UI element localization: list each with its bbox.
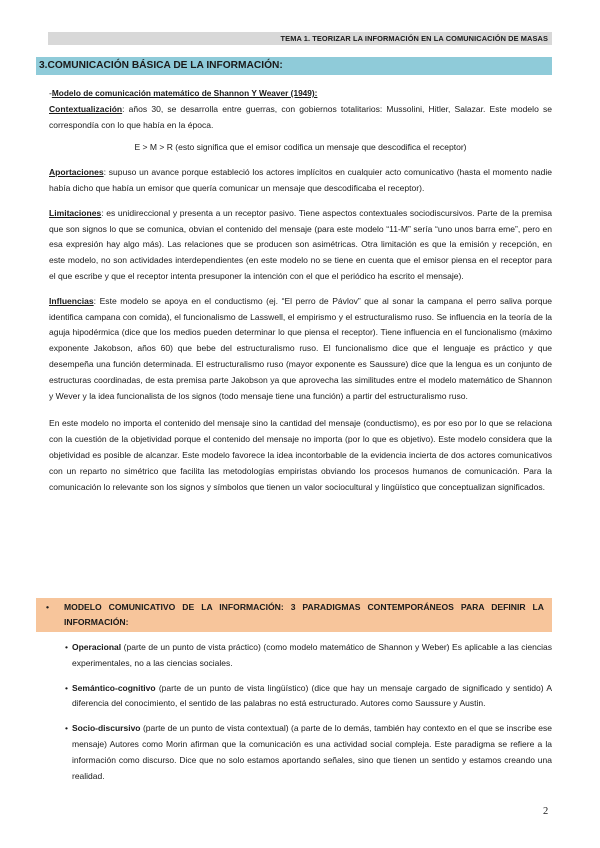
- paradigms-heading-bullet: •: [46, 602, 50, 612]
- shannon-model-section: [49, 86, 552, 495]
- model-title-prefix: -: [49, 88, 52, 98]
- formula-line: E > M > R (esto significa que el emisor codifica un mensaje que descodifica el receptor): [134, 142, 467, 153]
- paradigm-name: Socio-discursivo: [72, 723, 141, 734]
- paradigms-heading-box: [36, 598, 552, 632]
- paradigm-item-socio-discursivo: [66, 721, 552, 784]
- context-label: Contextualización: [49, 103, 123, 114]
- paradigms-list: [66, 640, 552, 793]
- summary-paragraph: En este modelo no importa el contenido del mensaje sino la cantidad del mensaje (conductismo), es por eso por lo que se relaciona con la cuestión de la objetividad porque el contenido del mensaje no importa (por lo que es objetivo). Este modelo considera que la objetividad es posible de alcanzar. Este modelo favorece la idea incontorbable de la evidencia incierta de dos actores comunicativos con un reparto no simétrico que facilita las metodologías empiristas obviando los procesos humanos de comunicación. Para la comunicación lo relevante son los signos y símbolos que tienen un valor sociocultural y lingüístico que conceptualizan significados.: [49, 418, 552, 492]
- paradigms-heading-text: MODELO COMUNICATIVO DE LA INFORMACIÓN: 3 PARADIGMAS CONTEMPORÁNEOS PARA DEFINIR LA INFORMACIÓN:: [64, 602, 544, 627]
- paradigm-item-semantico-cognitivo: [66, 681, 552, 713]
- contributions-text: : supuso un avance porque estableció los actores implícitos en cualquier acto comunicativo (hasta el momento nadie había dicho que había un emisor que quería comunicar un mensaje que descodificaba el receptor).: [49, 167, 552, 193]
- running-header: [48, 32, 552, 45]
- paradigm-name: Semántico-cognitivo: [72, 682, 156, 693]
- section-heading: [36, 57, 552, 75]
- limitations-paragraph: [49, 206, 552, 285]
- paradigm-text: (parte de un punto de vista contextual) (a parte de lo demás, también hay contexto en el que se inscribe ese mensaje) Autores como Morin afirman que la comunicación es una actividad social compleja. Este paradigma se refiere a la información como discurso. Dice que no solo estamos aportando señales, sino que tienen un sentido y estamos creando una realidad.: [72, 723, 552, 781]
- context-text: : años 30, se desarrolla entre guerras, con gobiernos totalitarios: Mussolini, Hitler, Salazar. Este modelo se correspondía con lo que había en la época.: [49, 103, 552, 130]
- paradigm-text: (parte de un punto de vista práctico) (como modelo matemático de Shannon y Weber) Es aplicable a las ciencias experimentales, no a las ciencias sociales.: [72, 642, 552, 668]
- contributions-paragraph: [49, 165, 552, 197]
- running-header-title: TEMA 1. TEORIZAR LA INFORMACIÓN EN LA COMUNICACIÓN DE MASAS: [280, 34, 548, 43]
- bullet-icon: •: [65, 642, 68, 652]
- bullet-icon: •: [65, 723, 68, 734]
- page-number: 2: [543, 806, 549, 817]
- context-paragraph: [49, 102, 552, 134]
- bullet-icon: •: [65, 682, 68, 693]
- influences-text: : Este modelo se apoya en el conductismo (ej. “El perro de Pávlov” que al sonar la campana el perro saliva porque identifica campana con comida), el funcionalismo de Lasswell, el empirismo y el estructuralismo ruso. Se influencia en la teoría de la aguja hipodérmica (dice que los medios pueden determinar lo que piensa el receptor). Tiene influencia en el funcionalismo (máximo exponente Jakobson, años 60) que bebe del estructuralismo ruso. El funcionalismo dice que el lenguaje es práctico y que desempeña una función determinada. El estructuralismo ruso (mayor exponente es Saussure) dice que la lengua es un conjunto de estructuras coordinadas, de esta premisa parte Jakobson ya que aprovecha las similitudes entre el modelo matemático de Shannon y Wever y la idea funcionalista de los signos (todo mensaje tiene una función) a partir del estructuralismo ruso.: [49, 295, 552, 401]
- model-title-line: [49, 86, 552, 102]
- influences-paragraph: [49, 294, 552, 405]
- paradigm-text: (parte de un punto de vista lingüístico) (dice que hay un mensaje cargado de significado y sentido) A diferencia del conocimiento, el sentido de las palabras no está estructurado. Autores como Saussure y Austin.: [72, 682, 552, 709]
- section-heading-text: 3.COMUNICACIÓN BÁSICA DE LA INFORMACIÓN:: [39, 60, 283, 71]
- influences-label: Influencias: [49, 295, 94, 306]
- paradigm-item-operacional: [66, 640, 552, 672]
- limitations-label: Limitaciones: [49, 207, 102, 218]
- limitations-text: : es unidireccional y presenta a un receptor pasivo. Tiene aspectos contextuales sociodiscursivos. Parte de la premisa que son signos lo que se comunica, obvian el contenido del mensaje (para este modelo “11-M” sería “uno unos barra eme”, pero en esa expresión hay algo más). Las relaciones que se producen son asimétricas. Otra limitación es que la emisión y recepción, en este modelo, no son actividades interdependientes (en este modelo no se tiene en cuenta que el emisor piensa en el receptor para el que escribe y que el receptor intenta presuponer la intención con el que el periódico ha escrito el mensaje).: [49, 207, 552, 281]
- model-title: Modelo de comunicación matemático de Shannon Y Weaver (1949):: [51, 88, 318, 98]
- paradigm-name: Operacional: [72, 642, 122, 652]
- contributions-label: Aportaciones: [49, 167, 104, 178]
